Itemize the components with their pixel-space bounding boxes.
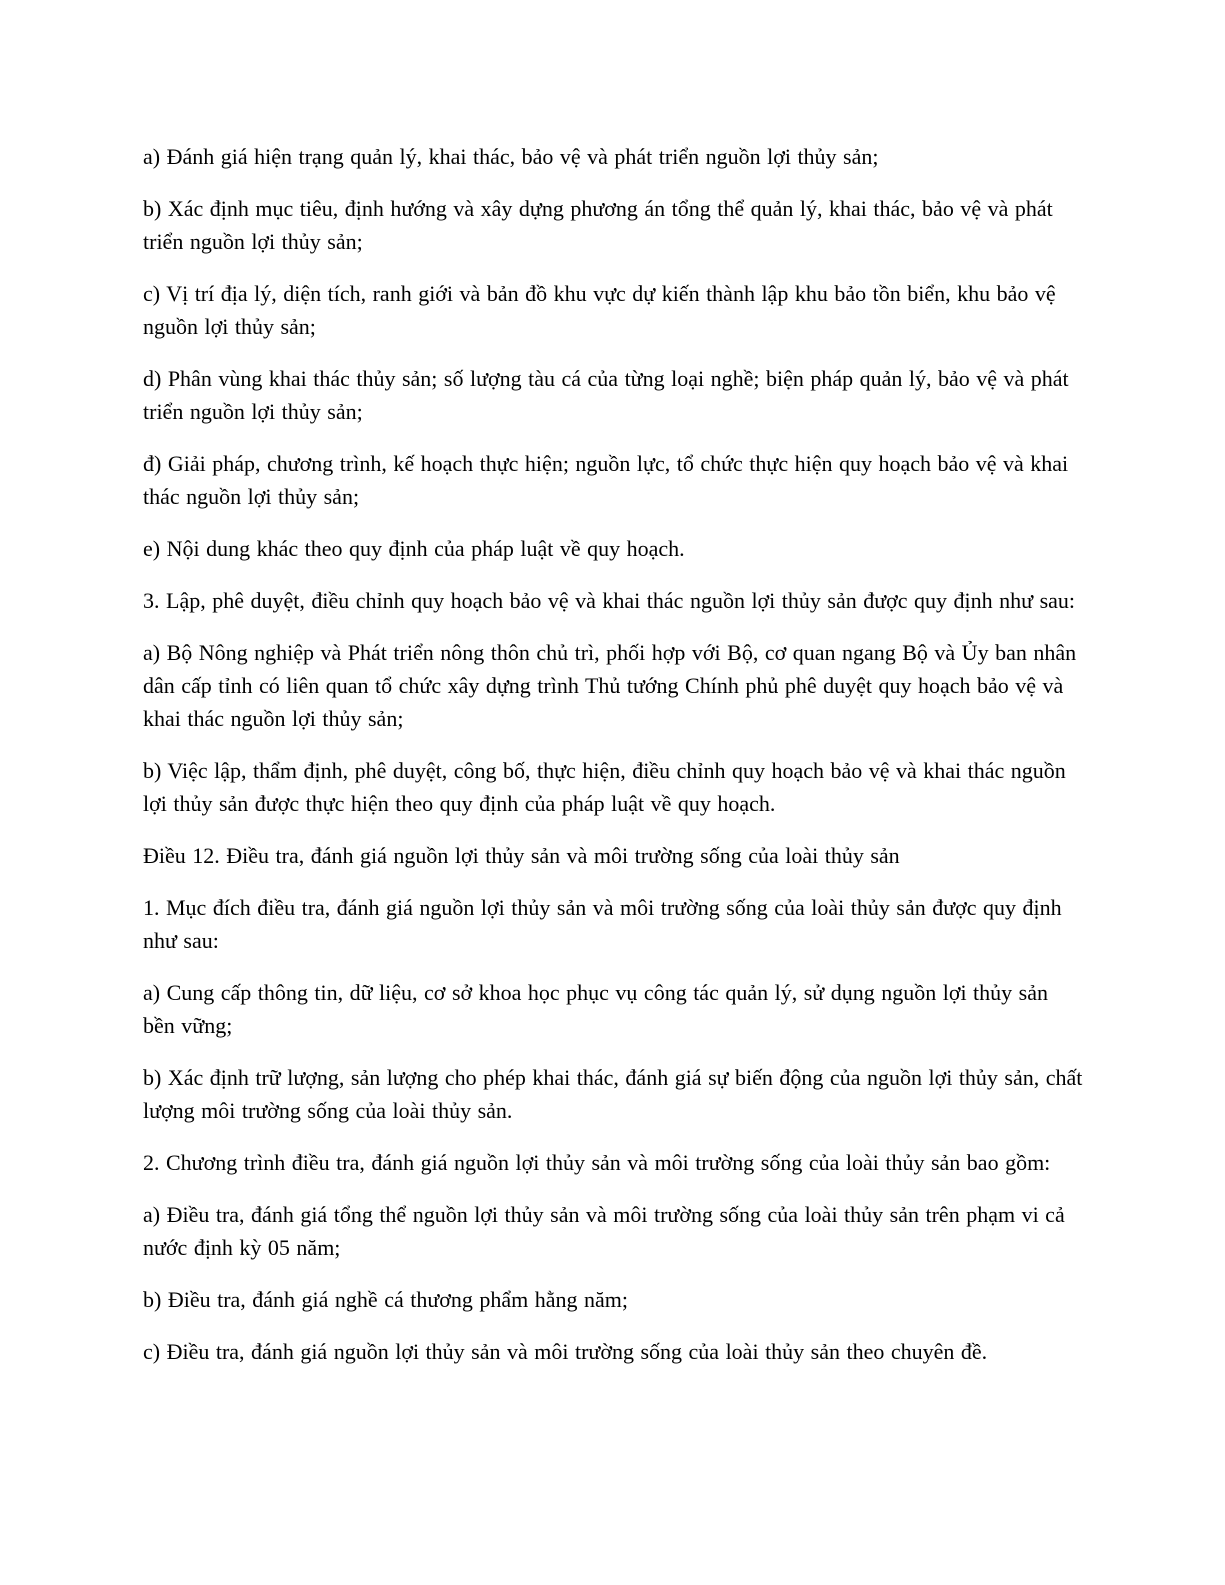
article-12-section-2: 2. Chương trình điều tra, đánh giá nguồn lợi thủy sản và môi trường sống của loài thủy sản bao gồm: [143, 1150, 1051, 1175]
section-3-clause-a: a) Bộ Nông nghiệp và Phát triển nông thôn chủ trì, phối hợp với Bộ, cơ quan ngang Bộ và Ủy ban nhân dân cấp tỉnh có liên quan tổ chức xây dựng trình Thủ tướng Chính phủ phê duyệt quy hoạch bảo vệ và khai thác nguồn lợi thủy sản; [143, 640, 1077, 731]
article-12-section-1: 1. Mục đích điều tra, đánh giá nguồn lợi thủy sản và môi trường sống của loài thủy sản được quy định như sau: [143, 895, 1062, 953]
article-12-section-2-clause-a: a) Điều tra, đánh giá tổng thể nguồn lợi thủy sản và môi trường sống của loài thủy sản trên phạm vi cả nước định kỳ 05 năm; [143, 1202, 1065, 1260]
clause-e-item: e) Nội dung khác theo quy định của pháp luật về quy hoạch. [143, 536, 685, 561]
clause-dd-item: đ) Giải pháp, chương trình, kế hoạch thực hiện; nguồn lực, tổ chức thực hiện quy hoạch bảo vệ và khai thác nguồn lợi thủy sản; [143, 451, 1069, 509]
clause-b-item: b) Xác định mục tiêu, định hướng và xây dựng phương án tổng thể quản lý, khai thác, bảo vệ và phát triển nguồn lợi thủy sản; [143, 196, 1053, 254]
clause-d-item: d) Phân vùng khai thác thủy sản; số lượng tàu cá của từng loại nghề; biện pháp quản lý, bảo vệ và phát triển nguồn lợi thủy sản; [143, 366, 1069, 424]
article-12-section-1-clause-b: b) Xác định trữ lượng, sản lượng cho phép khai thác, đánh giá sự biến động của nguồn lợi thủy sản, chất lượng môi trường sống của loài thủy sản. [143, 1065, 1083, 1123]
section-3-paragraph: 3. Lập, phê duyệt, điều chỉnh quy hoạch bảo vệ và khai thác nguồn lợi thủy sản được quy định như sau: [143, 588, 1076, 613]
article-12-section-1-clause-a: a) Cung cấp thông tin, dữ liệu, cơ sở khoa học phục vụ công tác quản lý, sử dụng nguồn lợi thủy sản bền vững; [143, 980, 1048, 1038]
section-3-clause-b: b) Việc lập, thẩm định, phê duyệt, công bố, thực hiện, điều chỉnh quy hoạch bảo vệ và khai thác nguồn lợi thủy sản được thực hiện theo quy định của pháp luật về quy hoạch. [143, 758, 1066, 816]
article-12-section-2-clause-b: b) Điều tra, đánh giá nghề cá thương phẩm hằng năm; [143, 1287, 629, 1312]
article-12-section-2-clause-c: c) Điều tra, đánh giá nguồn lợi thủy sản và môi trường sống của loài thủy sản theo chuyên đề. [143, 1339, 988, 1364]
clause-a-item: a) Đánh giá hiện trạng quản lý, khai thác, bảo vệ và phát triển nguồn lợi thủy sản; [143, 144, 879, 169]
article-12-heading: Điều 12. Điều tra, đánh giá nguồn lợi thủy sản và môi trường sống của loài thủy sản [143, 843, 900, 868]
clause-c-item: c) Vị trí địa lý, diện tích, ranh giới và bản đồ khu vực dự kiến thành lập khu bảo tồn biển, khu bảo vệ nguồn lợi thủy sản; [143, 281, 1056, 339]
document-body [143, 140, 1085, 1368]
